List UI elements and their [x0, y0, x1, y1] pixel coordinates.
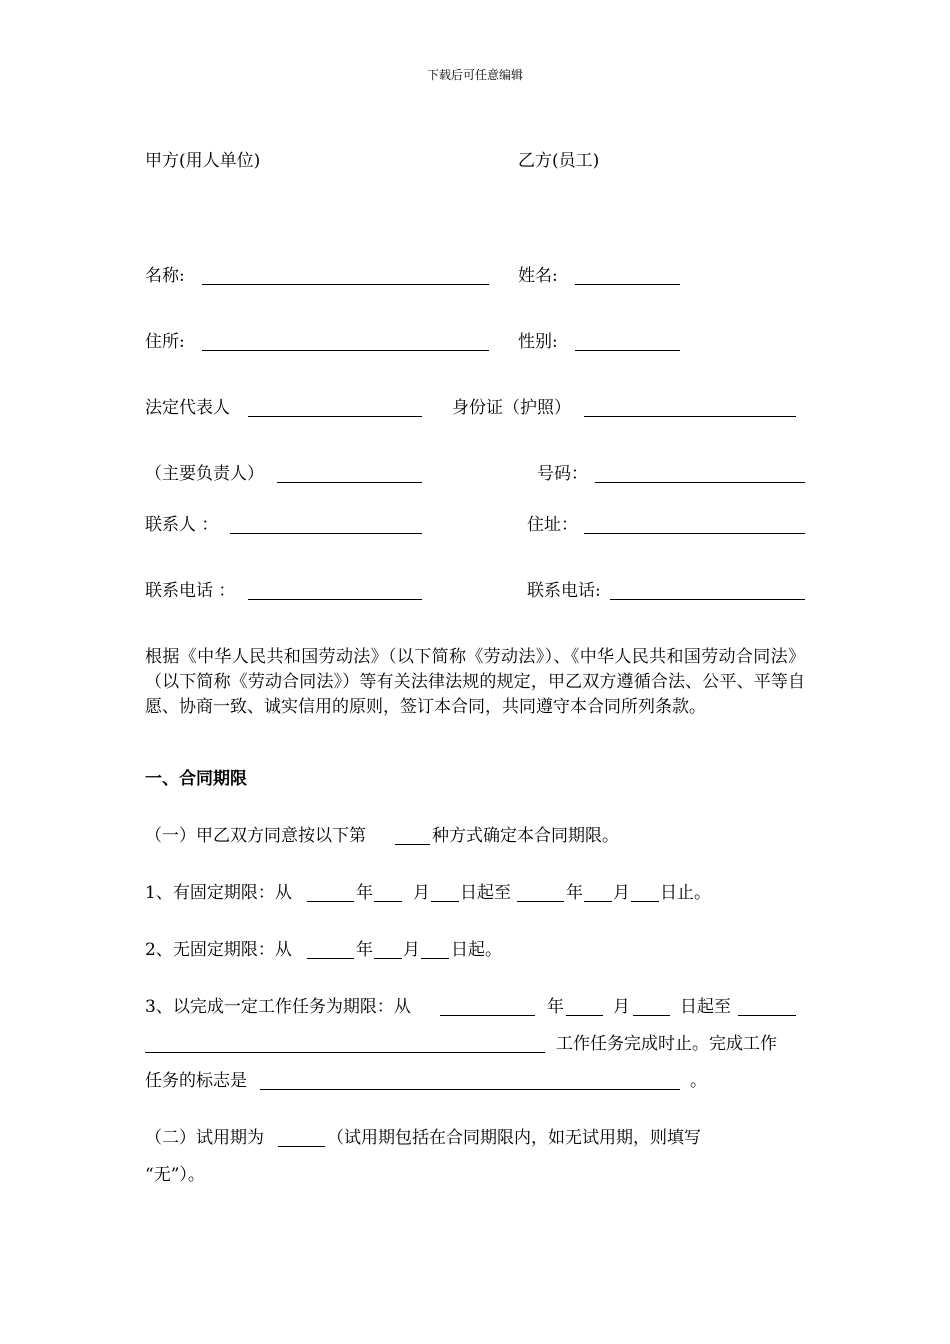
fixed-year-2: 年	[566, 883, 583, 903]
fixed-end-month-blank[interactable]	[584, 901, 612, 902]
fixed-start-month-blank[interactable]	[374, 901, 402, 902]
task-mark-label: 任务的标志是	[145, 1071, 247, 1091]
trial-note: （试用期包括在合同期限内，如无试用期，则填写	[327, 1128, 701, 1148]
id-number-blank[interactable]	[595, 482, 805, 483]
open-start-day-blank[interactable]	[421, 958, 449, 959]
fixed-day-1: 日起至	[460, 883, 511, 903]
employee-phone-label: 联系电话:	[527, 581, 601, 601]
task-mark-end: 。	[690, 1071, 707, 1091]
task-month: 月	[613, 997, 630, 1017]
intro-paragraph: 根据《中华人民共和国劳动法》（以下简称《劳动法》）、《中华人民共和国劳动合同法》（以下简称《劳动合同法》）等有关法律法规的规定，甲乙双方遵循合法、公平、平等自愿、协商一致、诚实信用的原则，签订本合同，共同遵守本合同所列条款。	[145, 647, 805, 717]
open-start-month-blank[interactable]	[374, 958, 402, 959]
task-day: 日起至	[680, 997, 731, 1017]
company-name-blank[interactable]	[202, 284, 489, 285]
term-choice-text-end: 种方式确定本合同期限。	[432, 826, 619, 846]
fixed-term-label: 1、有固定期限：从	[145, 883, 292, 903]
task-mark-blank[interactable]	[260, 1089, 680, 1090]
fixed-month-1: 月	[413, 883, 430, 903]
task-term-label: 3、以完成一定工作任务为期限：从	[145, 997, 411, 1017]
fixed-end-year-blank[interactable]	[517, 901, 564, 902]
fixed-start-year-blank[interactable]	[307, 901, 354, 902]
legal-rep-label: 法定代表人	[145, 398, 230, 418]
company-address-label: 住所:	[145, 332, 185, 352]
trial-period-blank[interactable]	[278, 1146, 325, 1147]
open-year: 年	[356, 940, 373, 960]
id-card-blank[interactable]	[584, 416, 796, 417]
employee-name-label: 姓名:	[518, 266, 558, 286]
id-card-label: 身份证（护照）	[452, 398, 571, 418]
trial-note-end: “无”）。	[145, 1165, 205, 1185]
fixed-end-day-blank[interactable]	[631, 901, 659, 902]
main-person-label: （主要负责人）	[145, 464, 264, 484]
task-year: 年	[547, 997, 564, 1017]
company-address-blank[interactable]	[202, 350, 489, 351]
contact-label: 联系人 ：	[145, 515, 219, 535]
open-month: 月	[403, 940, 420, 960]
id-number-label: 号码：	[537, 464, 588, 484]
task-end-blank-1[interactable]	[738, 1015, 796, 1016]
company-phone-label: 联系电话 ：	[145, 581, 236, 601]
party-b-label: 乙方(员工)	[518, 151, 600, 171]
fixed-year-1: 年	[356, 883, 373, 903]
party-a-label: 甲方(用人单位)	[145, 151, 261, 171]
task-start-month-blank[interactable]	[566, 1015, 603, 1016]
gender-blank[interactable]	[575, 350, 680, 351]
fixed-month-2: 月	[613, 883, 630, 903]
page-header: 下载后可任意编辑	[426, 68, 523, 82]
employee-phone-blank[interactable]	[610, 599, 805, 600]
trial-label: （二）试用期为	[145, 1128, 264, 1148]
fixed-day-2: 日止。	[660, 883, 711, 903]
task-start-day-blank[interactable]	[633, 1015, 670, 1016]
legal-rep-blank[interactable]	[248, 416, 422, 417]
employee-address-label: 住址：	[527, 515, 578, 535]
gender-label: 性别:	[518, 332, 558, 352]
term-choice-text: （一）甲乙双方同意按以下第	[145, 826, 366, 846]
task-end-blank-2[interactable]	[145, 1052, 545, 1053]
company-phone-blank[interactable]	[248, 599, 422, 600]
open-start-year-blank[interactable]	[307, 958, 354, 959]
term-choice-blank[interactable]	[395, 844, 430, 845]
company-name-label: 名称:	[145, 266, 185, 286]
open-day: 日起。	[451, 940, 502, 960]
open-term-label: 2、无固定期限：从	[145, 940, 292, 960]
section-1-title: 一、合同期限	[145, 769, 247, 789]
employee-address-blank[interactable]	[584, 533, 805, 534]
task-completion-text: 工作任务完成时止。完成工作	[556, 1034, 777, 1054]
contact-blank[interactable]	[230, 533, 422, 534]
employee-name-blank[interactable]	[575, 284, 680, 285]
main-person-blank[interactable]	[277, 482, 422, 483]
task-start-year-blank[interactable]	[440, 1015, 535, 1016]
fixed-start-day-blank[interactable]	[431, 901, 459, 902]
